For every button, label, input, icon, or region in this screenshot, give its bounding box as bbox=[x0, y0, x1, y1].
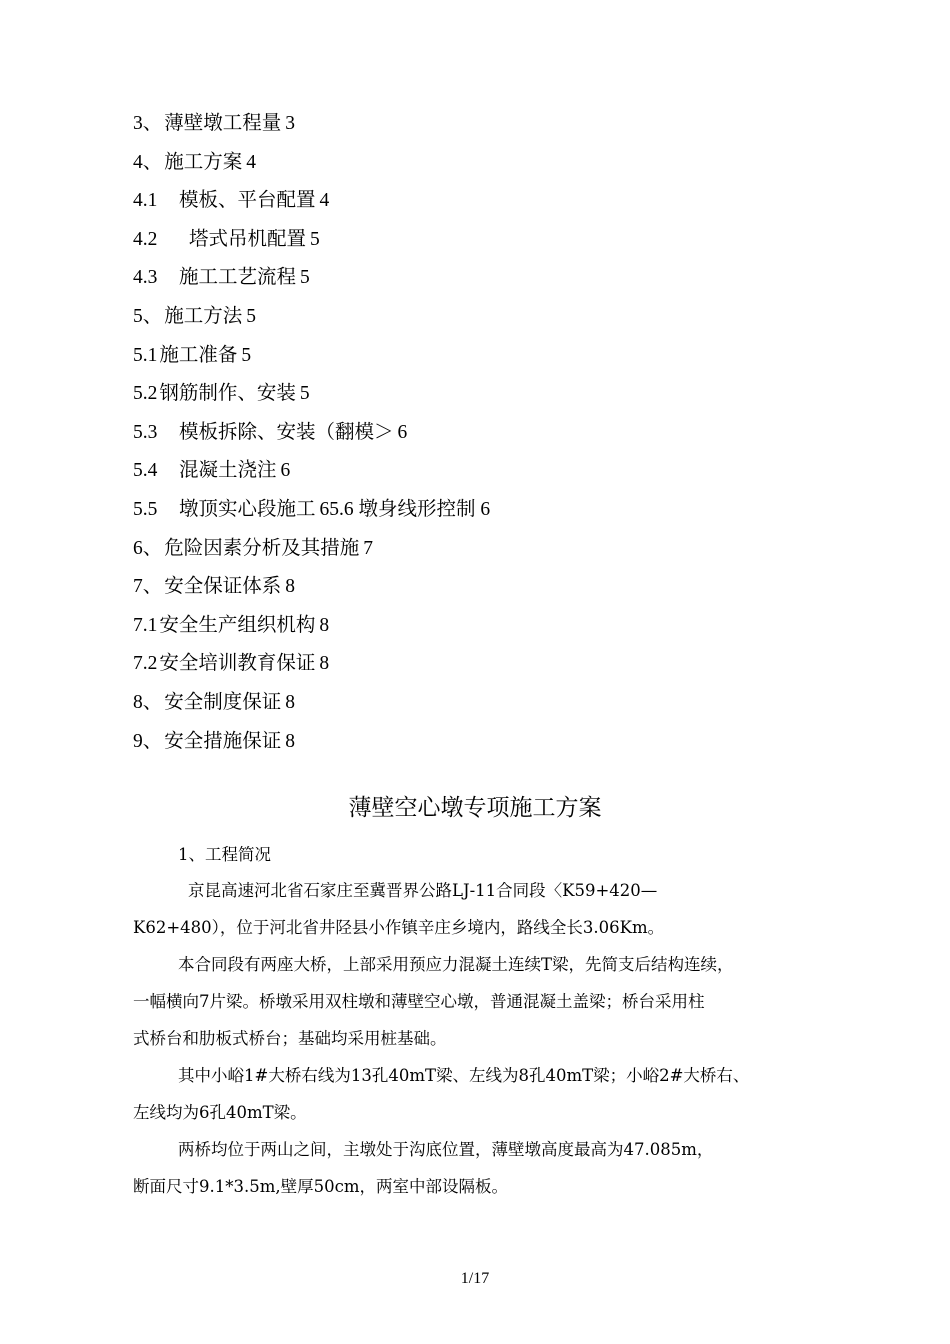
toc-page: 5 bbox=[246, 305, 257, 327]
document-title: 薄壁空心墩专项施工方案 bbox=[348, 795, 602, 821]
section-heading: 1、工程简况 bbox=[178, 845, 271, 864]
toc-entry[interactable] bbox=[133, 143, 833, 182]
toc-title: 安全培训教育保证 bbox=[159, 651, 316, 675]
toc-title: 施工准备 bbox=[159, 342, 238, 366]
toc-entry[interactable] bbox=[133, 722, 833, 761]
toc-title: 安全生产组织机构 bbox=[159, 612, 316, 636]
paragraph-line: 式桥台和肋板式桥台；基础均采用桩基础。 bbox=[133, 1029, 447, 1048]
toc-number: 5.4 bbox=[133, 460, 158, 482]
toc-entry[interactable] bbox=[133, 220, 833, 259]
paragraph-line: 断面尺寸9.1*3.5m,壁厚50cm，两室中部设隔板。 bbox=[133, 1177, 509, 1196]
paragraph-line: 本合同段有两座大桥，上部采用预应力混凝土连续T梁，先简支后结构连续， bbox=[178, 955, 734, 974]
toc-title: 安全措施保证 bbox=[164, 728, 282, 752]
toc-title: 薄壁墩工程量 bbox=[164, 111, 282, 134]
toc-entry[interactable] bbox=[133, 374, 833, 413]
toc-number: 8、 bbox=[133, 691, 163, 713]
toc-entry[interactable] bbox=[133, 567, 833, 606]
toc-entry[interactable] bbox=[133, 413, 833, 452]
toc-entry[interactable] bbox=[133, 529, 833, 568]
paragraph-line: 左线均为6孔40mT梁。 bbox=[133, 1103, 307, 1122]
toc-page: 5 bbox=[299, 383, 310, 405]
toc-title: 墩顶实心段施工 bbox=[179, 496, 316, 520]
toc-title: 施工工艺流程 bbox=[179, 265, 297, 289]
toc-title: 安全保证体系 bbox=[164, 574, 282, 598]
toc-number: 5、 bbox=[133, 305, 163, 327]
toc-title: 施工方法 bbox=[164, 303, 243, 327]
paragraph-line: 京昆高速河北省石家庄至冀晋界公路LJ-11合同段〈K59+420— bbox=[188, 881, 658, 900]
paragraph-line: 一幅横向7片梁。桥墩采用双柱墩和薄壁空心墩，普通混凝土盖梁；桥台采用柱 bbox=[133, 992, 705, 1011]
page-number: 1/17 bbox=[460, 1270, 490, 1287]
toc-entry[interactable] bbox=[133, 104, 833, 143]
paragraph-line: K62+480），位于河北省井陉县小作镇辛庄乡境内，路线全长3.06Km。 bbox=[133, 918, 665, 937]
toc-page: 5 bbox=[241, 344, 252, 366]
toc-number: 7.2 bbox=[133, 653, 158, 675]
toc-entry[interactable] bbox=[133, 181, 833, 220]
toc-page: 5 bbox=[300, 267, 310, 289]
toc-page: 8 bbox=[285, 691, 296, 713]
toc-title: 混凝土浇注 bbox=[179, 458, 277, 482]
toc-title: 危险因素分析及其措施 bbox=[164, 535, 360, 559]
paragraph-line: 其中小峪1#大桥右线为13孔40mT梁、左线为8孔40mT梁；小峪2#大桥右、 bbox=[178, 1066, 750, 1085]
toc-entry[interactable] bbox=[133, 606, 833, 645]
toc-number: 4.2 bbox=[133, 228, 158, 250]
toc-title: 塔式吊机配置 bbox=[189, 226, 307, 250]
toc-number: 5.5 bbox=[133, 498, 158, 520]
toc-page: 8 bbox=[319, 614, 330, 636]
toc-title: 钢筋制作、安装 bbox=[159, 381, 296, 405]
toc-page: 8 bbox=[319, 653, 330, 675]
paragraph-line: 两桥均位于两山之间，主墩处于沟底位置，薄壁墩高度最高为47.085m， bbox=[178, 1140, 714, 1159]
toc-page: 8 bbox=[285, 576, 296, 598]
toc-title: 模板拆除、安装（翻模＞ bbox=[179, 419, 394, 443]
toc-page: 4 bbox=[246, 151, 257, 173]
toc-number: 4.1 bbox=[133, 190, 158, 212]
toc-number: 6、 bbox=[133, 537, 163, 559]
toc-entry[interactable] bbox=[133, 644, 833, 683]
toc-title: 模板、平台配置 bbox=[179, 188, 316, 212]
toc-entry[interactable] bbox=[133, 258, 833, 297]
toc-page: 3 bbox=[285, 113, 296, 134]
toc-page: 6 bbox=[280, 460, 291, 482]
toc-entry[interactable] bbox=[133, 297, 833, 336]
toc-entry[interactable] bbox=[133, 683, 833, 722]
toc-title: 安全制度保证 bbox=[164, 689, 282, 713]
toc-page: 4 bbox=[319, 190, 330, 212]
toc-number: 5.2 bbox=[133, 383, 158, 405]
toc-number: 9、 bbox=[133, 730, 163, 752]
table-of-contents bbox=[133, 104, 833, 760]
toc-page: 7 bbox=[363, 537, 374, 559]
toc-page: 8 bbox=[285, 730, 296, 752]
paragraph-piers bbox=[133, 1131, 833, 1205]
toc-number: 7、 bbox=[133, 576, 163, 598]
toc-number: 5.3 bbox=[133, 421, 158, 443]
toc-page: 6 bbox=[397, 421, 408, 443]
toc-number: 4、 bbox=[133, 151, 163, 173]
paragraph-bridges bbox=[133, 946, 833, 1057]
toc-number: 7.1 bbox=[133, 614, 158, 636]
toc-number: 3、 bbox=[133, 113, 163, 134]
toc-entry[interactable] bbox=[133, 336, 833, 375]
paragraph-overview bbox=[133, 872, 833, 946]
toc-page: 5 bbox=[310, 228, 320, 250]
paragraph-spans bbox=[133, 1057, 833, 1131]
toc-title: 施工方案 bbox=[164, 149, 243, 173]
toc-page: 65.6 墩身线形控制 6 bbox=[319, 498, 491, 520]
toc-entry[interactable] bbox=[133, 490, 833, 529]
toc-number: 4.3 bbox=[133, 267, 158, 289]
toc-entry[interactable] bbox=[133, 451, 833, 490]
toc-number: 5.1 bbox=[133, 344, 158, 366]
